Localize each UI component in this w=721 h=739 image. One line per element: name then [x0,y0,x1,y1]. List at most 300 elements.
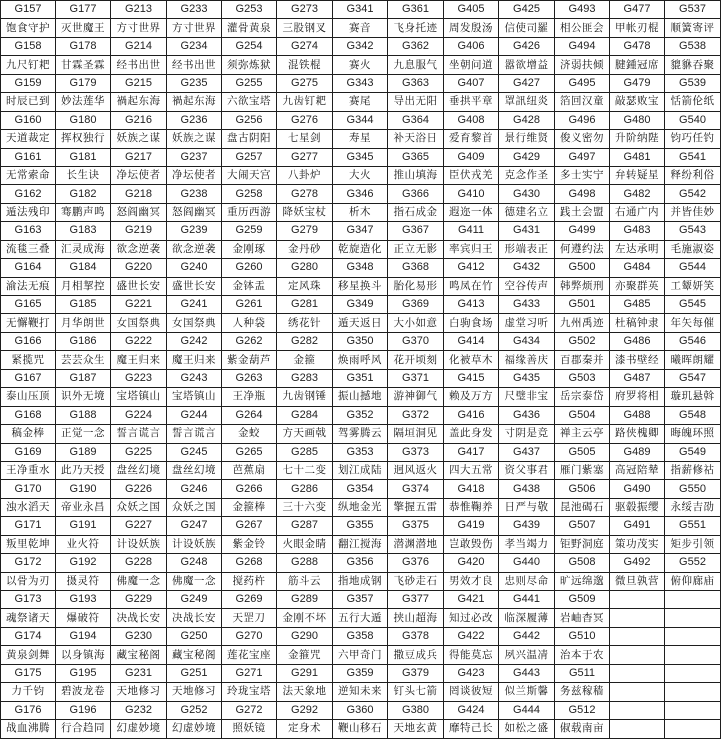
code-cell[interactable]: G444 [499,701,555,719]
name-cell[interactable]: 景行维贤 [499,130,555,148]
name-cell[interactable]: 赛尾 [333,93,388,111]
name-cell[interactable]: 女国祭典 [167,314,222,332]
code-cell[interactable]: G278 [277,185,333,203]
name-cell[interactable]: 工颦妍笑 [665,277,721,295]
code-cell[interactable]: G428 [499,111,555,129]
code-cell[interactable]: G364 [388,111,444,129]
name-cell[interactable]: 德建名立 [499,203,555,221]
code-cell[interactable]: G265 [222,443,277,461]
code-cell[interactable]: G361 [388,1,444,19]
name-cell[interactable]: 游神御气 [388,388,444,406]
code-cell[interactable]: G437 [499,443,555,461]
name-cell[interactable]: 靡特己长 [444,720,499,738]
name-cell[interactable]: 照妖镜 [222,720,277,738]
code-cell[interactable]: G257 [222,148,277,166]
name-cell[interactable]: 飞砂走石 [388,572,444,590]
name-cell[interactable]: 坐朝问道 [444,56,499,74]
code-cell[interactable]: G550 [665,480,721,498]
name-cell[interactable]: 济弱扶倾 [555,56,610,74]
code-cell[interactable]: G434 [499,332,555,350]
code-cell[interactable]: G231 [111,664,167,682]
code-cell[interactable]: G410 [444,185,499,203]
code-cell[interactable]: G512 [555,701,610,719]
code-cell[interactable]: G254 [222,37,277,55]
name-cell[interactable]: 众妖之国 [167,498,222,516]
code-cell[interactable]: G163 [1,222,56,240]
code-cell[interactable] [610,627,665,645]
code-cell[interactable]: G484 [610,259,665,277]
code-cell[interactable]: G346 [333,185,388,203]
code-cell[interactable]: G229 [111,591,167,609]
code-cell[interactable]: G405 [444,1,499,19]
code-cell[interactable]: G356 [333,554,388,572]
code-cell[interactable]: G373 [388,443,444,461]
code-cell[interactable]: G375 [388,517,444,535]
name-cell[interactable] [610,683,665,701]
name-cell[interactable]: 府罗将相 [610,388,665,406]
name-cell[interactable]: 臣伏戎羌 [444,166,499,184]
name-cell[interactable]: 翻江搅海 [333,535,388,553]
name-cell[interactable]: 嚣欲增益 [499,56,555,74]
code-cell[interactable]: G348 [333,259,388,277]
name-cell[interactable]: 焕雨呼风 [333,351,388,369]
code-cell[interactable]: G249 [167,591,222,609]
name-cell[interactable]: 尺璧非宝 [499,388,555,406]
name-cell[interactable]: 佛魔一念 [111,572,167,590]
code-cell[interactable]: G280 [277,259,333,277]
code-cell[interactable]: G175 [1,664,56,682]
name-cell[interactable]: 重历西游 [222,203,277,221]
code-cell[interactable]: G429 [499,148,555,166]
name-cell[interactable]: 寸阴是竞 [499,425,555,443]
code-cell[interactable]: G350 [333,332,388,350]
name-cell[interactable]: 旷远绵邈 [555,572,610,590]
code-cell[interactable]: G220 [111,259,167,277]
code-cell[interactable]: G440 [499,554,555,572]
code-cell[interactable]: G222 [111,332,167,350]
name-cell[interactable]: 禍起东海 [167,93,222,111]
name-cell[interactable]: 俯仰廊庙 [665,572,721,590]
code-cell[interactable]: G360 [333,701,388,719]
code-cell[interactable]: G230 [111,627,167,645]
code-cell[interactable]: G411 [444,222,499,240]
name-cell[interactable]: 推山填海 [388,166,444,184]
name-cell[interactable]: 八卦炉 [277,166,333,184]
code-cell[interactable]: G286 [277,480,333,498]
code-cell[interactable]: G270 [222,627,277,645]
code-cell[interactable]: G267 [222,517,277,535]
code-cell[interactable]: G288 [277,554,333,572]
name-cell[interactable] [665,720,721,738]
name-cell[interactable]: 金箍棒 [222,498,277,516]
code-cell[interactable]: G427 [499,74,555,92]
code-cell[interactable]: G273 [277,1,333,19]
code-cell[interactable]: G419 [444,517,499,535]
code-cell[interactable]: G548 [665,406,721,424]
name-cell[interactable]: 定风珠 [277,277,333,295]
name-cell[interactable]: 力千钧 [1,683,56,701]
code-cell[interactable]: G413 [444,296,499,314]
code-cell[interactable] [610,701,665,719]
code-cell[interactable]: G283 [277,369,333,387]
code-cell[interactable]: G418 [444,480,499,498]
code-cell[interactable]: G510 [555,627,610,645]
code-cell[interactable]: G252 [167,701,222,719]
name-cell[interactable]: 大小如意 [388,314,444,332]
code-cell[interactable]: G422 [444,627,499,645]
code-cell[interactable]: G479 [610,74,665,92]
code-cell[interactable]: G502 [555,332,610,350]
name-cell[interactable]: 泰山压顶 [1,388,56,406]
code-cell[interactable]: G282 [277,332,333,350]
name-cell[interactable]: 顺簧寄评 [665,19,721,37]
code-cell[interactable]: G478 [610,37,665,55]
code-cell[interactable]: G271 [222,664,277,682]
name-cell[interactable]: 藏宝秘阁 [167,646,222,664]
name-cell[interactable]: 计设妖族 [167,535,222,553]
name-cell[interactable] [610,609,665,627]
code-cell[interactable]: G272 [222,701,277,719]
name-cell[interactable]: 稿金棒 [1,425,56,443]
name-cell[interactable]: 释纷利俗 [665,166,721,184]
code-cell[interactable]: G438 [499,480,555,498]
code-cell[interactable]: G503 [555,369,610,387]
name-cell[interactable]: 潜渊潜地 [388,535,444,553]
code-cell[interactable]: G285 [277,443,333,461]
code-cell[interactable]: G362 [388,37,444,55]
name-cell[interactable]: 挟山超海 [388,609,444,627]
name-cell[interactable]: 赖及万方 [444,388,499,406]
code-cell[interactable]: G409 [444,148,499,166]
code-cell[interactable]: G158 [1,37,56,55]
code-cell[interactable]: G248 [167,554,222,572]
code-cell[interactable]: G538 [665,37,721,55]
name-cell[interactable]: 誓言谎言 [111,425,167,443]
code-cell[interactable]: G244 [167,406,222,424]
code-cell[interactable]: G363 [388,74,444,92]
code-cell[interactable]: G496 [555,111,610,129]
name-cell[interactable]: 以身镇海 [56,646,111,664]
name-cell[interactable]: 划江成陆 [333,461,388,479]
name-cell[interactable]: 妖族之谋 [167,130,222,148]
code-cell[interactable]: G196 [56,701,111,719]
name-cell[interactable]: 福缘善庆 [499,351,555,369]
code-cell[interactable]: G506 [555,480,610,498]
name-cell[interactable]: 大火 [333,166,388,184]
name-cell[interactable]: 时辰已到 [1,93,56,111]
code-cell[interactable]: G495 [555,74,610,92]
name-cell[interactable]: 遁法残印 [1,203,56,221]
name-cell[interactable]: 魂祭诸天 [1,609,56,627]
code-cell[interactable]: G263 [222,369,277,387]
name-cell[interactable]: 正立无影 [388,240,444,258]
name-cell[interactable]: 擎握五雷 [388,498,444,516]
code-cell[interactable]: G224 [111,406,167,424]
name-cell[interactable]: 方寸世界 [111,19,167,37]
code-cell[interactable]: G431 [499,222,555,240]
code-cell[interactable]: G261 [222,296,277,314]
name-cell[interactable]: 妙法莲华 [56,93,111,111]
name-cell[interactable]: 俶载南亩 [555,720,610,738]
code-cell[interactable]: G277 [277,148,333,166]
name-cell[interactable]: 定身术 [277,720,333,738]
name-cell[interactable]: 月华朗世 [56,314,111,332]
name-cell[interactable]: 夙兴温凊 [499,646,555,664]
code-cell[interactable]: G482 [610,185,665,203]
code-cell[interactable]: G287 [277,517,333,535]
code-cell[interactable]: G266 [222,480,277,498]
name-cell[interactable]: 钧巧任钓 [665,130,721,148]
name-cell[interactable]: 魔王归来 [111,351,167,369]
code-cell[interactable]: G433 [499,296,555,314]
name-cell[interactable]: 天道裁定 [1,130,56,148]
name-cell[interactable]: 王净瓶 [222,388,277,406]
code-cell[interactable]: G214 [111,37,167,55]
code-cell[interactable]: G177 [56,1,111,19]
name-cell[interactable]: 漆书壁经 [610,351,665,369]
name-cell[interactable]: 隔垣洞见 [388,425,444,443]
name-cell[interactable]: 行合趋同 [56,720,111,738]
name-cell[interactable]: 弁转疑星 [610,166,665,184]
name-cell[interactable]: 腱鍾冠席 [610,56,665,74]
name-cell[interactable]: 绣花针 [277,314,333,332]
name-cell[interactable]: 经书出世 [167,56,222,74]
code-cell[interactable]: G424 [444,701,499,719]
name-cell[interactable]: 补天浴日 [388,130,444,148]
code-cell[interactable]: G415 [444,369,499,387]
code-cell[interactable]: G226 [111,480,167,498]
code-cell[interactable]: G511 [555,664,610,682]
code-cell[interactable]: G509 [555,591,610,609]
code-cell[interactable]: G417 [444,443,499,461]
code-cell[interactable]: G541 [665,148,721,166]
name-cell[interactable]: 汇灵成海 [56,240,111,258]
name-cell[interactable]: 驱毂振缨 [610,498,665,516]
name-cell[interactable]: 治本于农 [555,646,610,664]
name-cell[interactable]: 相公匪会 [555,19,610,37]
name-cell[interactable]: 升阶纳陛 [610,130,665,148]
code-cell[interactable]: G181 [56,148,111,166]
name-cell[interactable]: 魔王归来 [167,351,222,369]
name-cell[interactable]: 资父事君 [499,461,555,479]
name-cell[interactable]: 花开顷刻 [388,351,444,369]
name-cell[interactable]: 浊水滔天 [1,498,56,516]
name-cell[interactable]: 九尺钉耙 [1,56,56,74]
code-cell[interactable]: G443 [499,664,555,682]
name-cell[interactable]: 如松之盛 [499,720,555,738]
name-cell[interactable]: 钉头七箭 [388,683,444,701]
name-cell[interactable]: 形端表正 [499,240,555,258]
code-cell[interactable] [610,664,665,682]
name-cell[interactable]: 雁门紫塞 [555,461,610,479]
name-cell[interactable]: 赛音 [333,19,388,37]
name-cell[interactable]: 盛世长安 [167,277,222,295]
name-cell[interactable]: 妖族之谋 [111,130,167,148]
code-cell[interactable]: G374 [388,480,444,498]
code-cell[interactable]: G439 [499,517,555,535]
name-cell[interactable]: 飞身托迹 [388,19,444,37]
code-cell[interactable]: G477 [610,1,665,19]
name-cell[interactable]: 虚堂习听 [499,314,555,332]
name-cell[interactable]: 金丹砂 [277,240,333,258]
code-cell[interactable]: G191 [56,517,111,535]
code-cell[interactable]: G276 [277,111,333,129]
code-cell[interactable]: G186 [56,332,111,350]
name-cell[interactable]: 净坛使者 [111,166,167,184]
code-cell[interactable]: G358 [333,627,388,645]
code-cell[interactable]: G173 [1,591,56,609]
code-cell[interactable]: G354 [333,480,388,498]
code-cell[interactable] [665,627,721,645]
code-cell[interactable]: G239 [167,222,222,240]
name-cell[interactable]: 赛火 [333,56,388,74]
code-cell[interactable]: G368 [388,259,444,277]
name-cell[interactable]: 宝塔镇山 [111,388,167,406]
name-cell[interactable]: 罔谈彼短 [444,683,499,701]
name-cell[interactable]: 日严与敬 [499,498,555,516]
name-cell[interactable]: 月相挈控 [56,277,111,295]
name-cell[interactable]: 骞鹏声鸣 [56,203,111,221]
code-cell[interactable] [665,701,721,719]
code-cell[interactable]: G268 [222,554,277,572]
name-cell[interactable]: 俊义密勿 [555,130,610,148]
name-cell[interactable]: 天地修习 [167,683,222,701]
name-cell[interactable]: 誓言谎言 [167,425,222,443]
code-cell[interactable]: G372 [388,406,444,424]
name-cell[interactable]: 盛世长安 [111,277,167,295]
code-cell[interactable]: G188 [56,406,111,424]
code-cell[interactable]: G172 [1,554,56,572]
name-cell[interactable]: 五行大遁 [333,609,388,627]
name-cell[interactable]: 多士实宁 [555,166,610,184]
name-cell[interactable]: 率宾归王 [444,240,499,258]
code-cell[interactable]: G367 [388,222,444,240]
name-cell[interactable]: 鸣凤在竹 [444,277,499,295]
name-cell[interactable]: 三十六变 [277,498,333,516]
name-cell[interactable]: 甘霖圣霖 [56,56,111,74]
code-cell[interactable]: G491 [610,517,665,535]
name-cell[interactable]: 曦晖朗耀 [665,351,721,369]
name-cell[interactable]: 方天画戟 [277,425,333,443]
code-cell[interactable]: G357 [333,591,388,609]
code-cell[interactable]: G215 [111,74,167,92]
name-cell[interactable]: 降妖宝杖 [277,203,333,221]
code-cell[interactable]: G216 [111,111,167,129]
name-cell[interactable]: 岳宗泰岱 [555,388,610,406]
name-cell[interactable]: 永绥吉劭 [665,498,721,516]
code-cell[interactable]: G379 [388,664,444,682]
name-cell[interactable]: 三股钢叉 [277,19,333,37]
code-cell[interactable]: G498 [555,185,610,203]
name-cell[interactable]: 藏宝秘阁 [111,646,167,664]
name-cell[interactable]: 岂敢毁伤 [444,535,499,553]
code-cell[interactable]: G500 [555,259,610,277]
code-cell[interactable]: G256 [222,111,277,129]
code-cell[interactable]: G259 [222,222,277,240]
name-cell[interactable]: 渝法无痕 [1,277,56,295]
name-cell[interactable]: 指地成钢 [333,572,388,590]
name-cell[interactable]: 亦聚群英 [610,277,665,295]
code-cell[interactable]: G227 [111,517,167,535]
name-cell[interactable]: 纵地金光 [333,498,388,516]
code-cell[interactable]: G228 [111,554,167,572]
code-cell[interactable]: G365 [388,148,444,166]
code-cell[interactable]: G371 [388,369,444,387]
code-cell[interactable]: G414 [444,332,499,350]
code-cell[interactable]: G232 [111,701,167,719]
code-cell[interactable]: G165 [1,296,56,314]
name-cell[interactable]: 混铁棍 [277,56,333,74]
name-cell[interactable]: 晦魄环照 [665,425,721,443]
name-cell[interactable]: 盘丝幻境 [167,461,222,479]
name-cell[interactable]: 驾雾腾云 [333,425,388,443]
code-cell[interactable]: G489 [610,443,665,461]
code-cell[interactable]: G274 [277,37,333,55]
code-cell[interactable]: G508 [555,554,610,572]
name-cell[interactable]: 饱食守护 [1,19,56,37]
name-cell[interactable]: 金箍咒 [277,646,333,664]
name-cell[interactable]: 周发殷汤 [444,19,499,37]
name-cell[interactable]: 九齿钢锤 [277,388,333,406]
name-cell[interactable]: 敲瑟败宝 [610,93,665,111]
name-cell[interactable]: 化被草木 [444,351,499,369]
code-cell[interactable]: G174 [1,627,56,645]
name-cell[interactable]: 逆知未来 [333,683,388,701]
code-cell[interactable]: G407 [444,74,499,92]
name-cell[interactable]: 遐迩一体 [444,203,499,221]
code-cell[interactable]: G194 [56,627,111,645]
code-cell[interactable]: G412 [444,259,499,277]
code-cell[interactable]: G485 [610,296,665,314]
code-cell[interactable]: G182 [56,185,111,203]
name-cell[interactable]: 识外无境 [56,388,111,406]
code-cell[interactable]: G377 [388,591,444,609]
code-cell[interactable]: G193 [56,591,111,609]
code-cell[interactable]: G264 [222,406,277,424]
name-cell[interactable]: 恬箭伦纸 [665,93,721,111]
code-cell[interactable]: G501 [555,296,610,314]
name-cell[interactable]: 践土会盟 [555,203,610,221]
code-cell[interactable]: G490 [610,480,665,498]
name-cell[interactable]: 摄灵符 [56,572,111,590]
code-cell[interactable]: G341 [333,1,388,19]
name-cell[interactable]: 信使司羅 [499,19,555,37]
name-cell[interactable]: 左达承明 [610,240,665,258]
name-cell[interactable]: 莲花宝座 [222,646,277,664]
name-cell[interactable]: 须弥炼狱 [222,56,277,74]
name-cell[interactable]: 路侠槐卿 [610,425,665,443]
name-cell[interactable]: 帝业永昌 [56,498,111,516]
name-cell[interactable]: 女国祭典 [111,314,167,332]
code-cell[interactable]: G219 [111,222,167,240]
code-cell[interactable]: G240 [167,259,222,277]
code-cell[interactable]: G349 [333,296,388,314]
code-cell[interactable]: G345 [333,148,388,166]
name-cell[interactable] [665,683,721,701]
name-cell[interactable]: 遁天返日 [333,314,388,332]
name-cell[interactable]: 叛里乾坤 [1,535,56,553]
code-cell[interactable]: G169 [1,443,56,461]
name-cell[interactable]: 金刚不坏 [277,609,333,627]
code-cell[interactable]: G269 [222,591,277,609]
code-cell[interactable]: G260 [222,259,277,277]
name-cell[interactable]: 此乃天授 [56,461,111,479]
code-cell[interactable]: G421 [444,591,499,609]
code-cell[interactable]: G255 [222,74,277,92]
name-cell[interactable]: 金箍 [277,351,333,369]
code-cell[interactable]: G549 [665,443,721,461]
code-cell[interactable]: G353 [333,443,388,461]
